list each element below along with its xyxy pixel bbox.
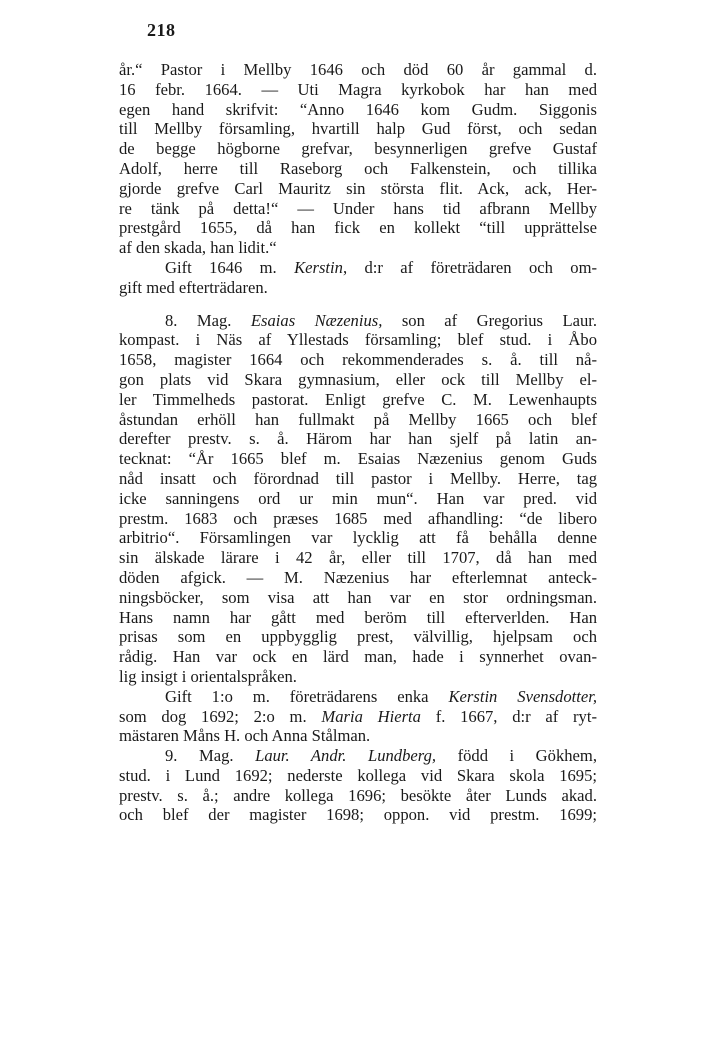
- text-line: [119, 687, 597, 707]
- text-line: [119, 199, 597, 219]
- text-line: [119, 627, 597, 647]
- text-run: gon plats vid Skara gymnasium, eller ock till Mellby el-: [119, 369, 597, 389]
- text-line: [119, 489, 597, 509]
- italic-name: Esaias Næzenius,: [250, 310, 383, 330]
- text-run: gift med efterträdaren.: [119, 277, 268, 297]
- text-run: år.“ Pastor i Mellby 1646 och död 60 år gammal d.: [119, 60, 597, 79]
- text-run: re tänk på detta!“ — Under hans tid afbrann Mellby: [119, 198, 597, 218]
- text-line: [119, 766, 597, 786]
- text-line: [119, 746, 597, 766]
- text-run: arbitrio“. Församlingen var lycklig att få behålla denne: [119, 528, 597, 548]
- text-line: [119, 726, 597, 746]
- text-line: [119, 805, 597, 825]
- text-line: [119, 159, 597, 179]
- text-line: [119, 449, 597, 469]
- text-line: [119, 509, 597, 529]
- text-run: son af Gregorius Laur.: [382, 310, 597, 330]
- text-line: [119, 429, 597, 449]
- text-line: [119, 238, 597, 258]
- text-run: prestm. 1683 och præses 1685 med afhandling: “de libero: [119, 508, 597, 528]
- text-run: åstundan erhöll han fullmakt på Mellby 1665 och blef: [119, 409, 597, 429]
- text-run: 16 febr. 1664. — Uti Magra kyrkobok har han med: [119, 79, 597, 99]
- text-run: ler Timmelheds pastorat. Enligt grefve C. M. Lewenhaupts: [119, 389, 597, 409]
- text-run: ningsböcker, som visa att han var en stor ordningsman.: [119, 587, 597, 607]
- text-run: tecknat: “År 1665 blef m. Esaias Næzenius genom Guds: [119, 449, 597, 469]
- text-run: icke sanningens ord ur min mun“. Han var pred. vid: [119, 488, 597, 508]
- text-line: [119, 218, 597, 238]
- text-run: rådig. Han var ock en lärd man, hade i synnerhet ovan-: [119, 647, 597, 667]
- text-line: [119, 370, 597, 390]
- text-line: [119, 311, 597, 331]
- text-run: f. 1667, d:r af ryt-: [420, 706, 597, 726]
- text-run: till Mellby församling, hvartill halp Gud först, och sedan: [119, 119, 597, 139]
- paragraph-gap: [119, 298, 597, 311]
- text-line: [119, 330, 597, 350]
- text-line: [119, 528, 597, 548]
- text-line: [119, 548, 597, 568]
- text-line: [119, 119, 597, 139]
- text-line: [119, 278, 597, 298]
- text-line: [119, 100, 597, 120]
- text-run: egen hand skrifvit: “Anno 1646 kom Gudm. Siggonis: [119, 99, 597, 119]
- text-run: nåd insatt och förordnad till pastor i Mellby. Herre, tag: [119, 468, 597, 488]
- text-run: prisas som en uppbygglig prest, välvillig, hjelpsam och: [119, 627, 597, 647]
- text-run: Hans namn har gått med beröm till efterverlden. Han: [119, 607, 597, 627]
- text-run: kompast. i Näs af Yllestads församling; blef stud. i Åbo: [119, 330, 597, 350]
- italic-name: Maria Hierta: [321, 706, 421, 726]
- text-run: 9. Mag.: [165, 746, 256, 766]
- text-run: och blef der magister 1698; oppon. vid prestm. 1699;: [119, 805, 597, 825]
- text-run: döden afgick. — M. Næzenius har efterlemnat anteck-: [119, 567, 597, 587]
- text-run: stud. i Lund 1692; nederste kollega vid Skara skola 1695;: [119, 765, 597, 785]
- text-line: [119, 390, 597, 410]
- text-run: som dog 1692; 2:o m.: [119, 706, 322, 726]
- page-number: 218: [147, 20, 176, 40]
- italic-name: Kerstin: [294, 257, 343, 277]
- text-run: , d:r af företrädaren och om-: [342, 257, 598, 277]
- italic-name: Laur. Andr. Lundberg,: [255, 746, 437, 766]
- text-run: af den skada, han lidit.“: [119, 238, 277, 258]
- text-run: Adolf, herre till Raseborg och Falkenstein, och tillika: [119, 158, 597, 178]
- text-run: de begge högborne grefvar, besynnerligen grefve Gustaf: [119, 139, 597, 159]
- text-line: [119, 647, 597, 667]
- text-run: Gift 1646 m.: [165, 257, 295, 277]
- text-run: gjorde grefve Carl Mauritz sin största flit. Ack, ack, Her-: [119, 178, 597, 198]
- text-line: [119, 80, 597, 100]
- text-line: [119, 60, 597, 80]
- text-run: sin älskade lärare i 42 år, eller till 1707, då han med: [119, 548, 597, 568]
- text-line: [119, 667, 597, 687]
- text-run: derefter prestv. s. å. Härom har han sjelf på latin an-: [119, 429, 597, 449]
- text-line: [119, 608, 597, 628]
- text-line: [119, 568, 597, 588]
- text-line: [119, 707, 597, 727]
- body-text: [119, 60, 597, 825]
- text-run: prestv. s. å.; andre kollega 1696; besökte åter Lunds akad.: [119, 785, 597, 805]
- italic-name: Kerstin Svensdotter,: [448, 686, 598, 706]
- text-line: [119, 179, 597, 199]
- text-run: Gift 1:o m. företrädarens enka: [165, 686, 449, 706]
- text-line: [119, 588, 597, 608]
- text-run: född i Gökhem,: [436, 746, 597, 766]
- text-line: [119, 139, 597, 159]
- text-run: lig insigt i orientalspråken.: [119, 666, 297, 686]
- text-run: 8. Mag.: [165, 310, 251, 330]
- text-line: [119, 469, 597, 489]
- text-run: 1658, magister 1664 och rekommenderades s. å. till nå-: [119, 350, 597, 370]
- text-line: [119, 258, 597, 278]
- text-line: [119, 786, 597, 806]
- text-run: prestgård 1655, då han fick en kollekt “till upprättelse: [119, 218, 597, 238]
- text-run: mästaren Måns H. och Anna Stålman.: [119, 726, 371, 746]
- text-line: [119, 410, 597, 430]
- text-line: [119, 350, 597, 370]
